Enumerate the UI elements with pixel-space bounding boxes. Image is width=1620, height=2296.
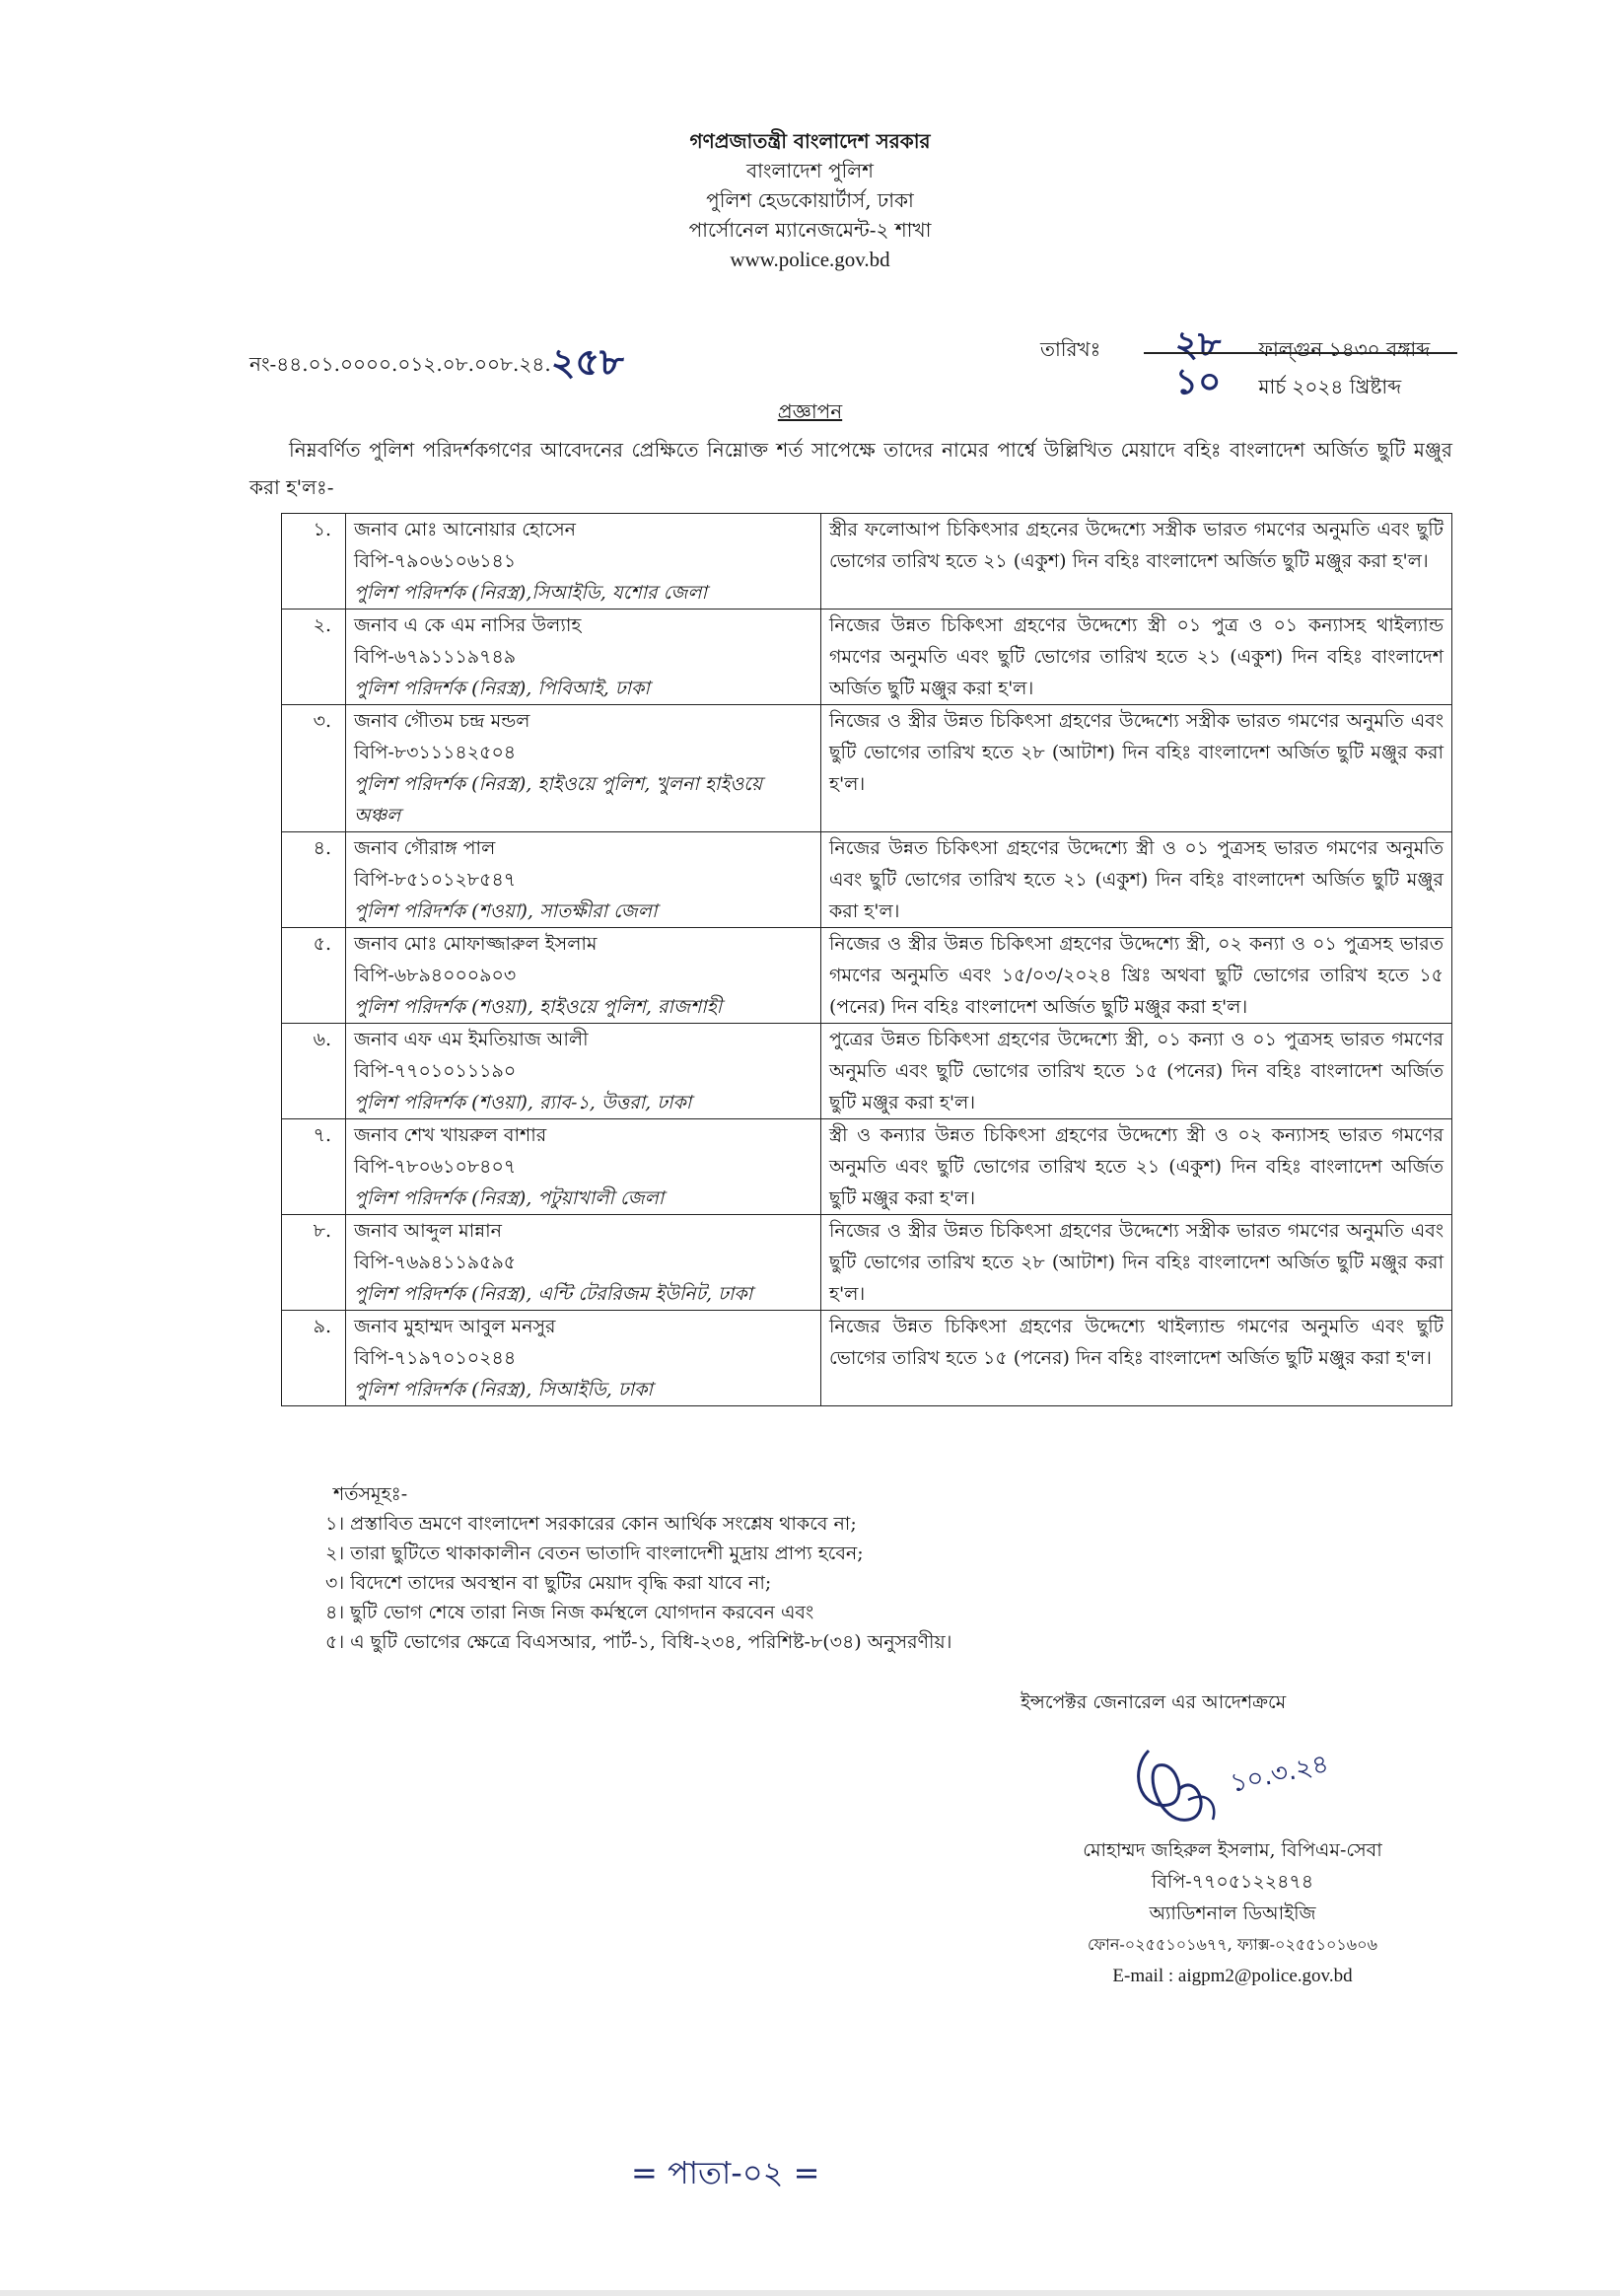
- officer-name: জনাব মুহাম্মদ আবুল মনসুর: [354, 1316, 556, 1337]
- leave-details: নিজের ও স্ত্রীর উন্নত চিকিৎসা গ্রহণের উদ্দেশ্যে সস্ত্রীক ভারত গমণের অনুমতি এবং ছুটি ভোগের তারিখ হতে ২৮ (আটাশ) দিন বহিঃ বাংলাদেশ অর্জিত ছুটি মঞ্জুর করা হ'ল।: [821, 1215, 1452, 1311]
- officer-bp: বিপি-৮৩১১১৪২৫০৪: [354, 742, 517, 763]
- leave-details: স্ত্রীর ফলোআপ চিকিৎসার গ্রহনের উদ্দেশ্যে সস্ত্রীক ভারত গমণের অনুমতি এবং ছুটি ভোগের তারিখ হতে ২১ (একুশ) দিন বহিঃ বাংলাদেশ অর্জিত ছুটি মঞ্জুর করা হ'ল।: [821, 514, 1452, 610]
- row-serial: ৩.: [282, 705, 346, 832]
- officer-cell: [346, 1024, 821, 1119]
- date-divider: [1144, 352, 1457, 354]
- header-police: বাংলাদেশ পুলিশ: [745, 159, 874, 182]
- order-line: ইন্সপেক্টর জেনারেল এর আদেশক্রমে: [1021, 1691, 1287, 1713]
- officer-bp: বিপি-৭৯০৬১০৬১৪১: [354, 550, 517, 572]
- conditions-heading: শর্তসমূহঃ-: [333, 1483, 408, 1505]
- leave-details: নিজের উন্নত চিকিৎসা গ্রহণের উদ্দেশ্যে স্ত্রী ০১ পুত্র ও ০১ কন্যাসহ থাইল্যান্ড গমণের অনুমতি এবং ছুটি ভোগের তারিখ হতে ২১ (একুশ) দিন বহিঃ বাংলাদেশ অর্জিত ছুটি মঞ্জুর করা হ'ল।: [821, 610, 1452, 705]
- officer-name: জনাব আব্দুল মান্নান: [354, 1220, 502, 1242]
- officer-bp: বিপি-৬৭৯১১১৯৭৪৯: [354, 646, 517, 668]
- conditions-section: [325, 1479, 951, 1657]
- leave-details: পুত্রের উন্নত চিকিৎসা গ্রহণের উদ্দেশ্যে স্ত্রী, ০১ কন্যা ও ০১ পুত্রসহ ভারত গমণের অনুমতি এবং ছুটি ভোগের তারিখ হতে ১৫ (পনের) দিন বহিঃ বাংলাদেশ অর্জিত ছুটি মঞ্জুর করা হ'ল।: [821, 1024, 1452, 1119]
- officer-bp: বিপি-৭৬৯৪১১৯৫৯৫: [354, 1252, 517, 1273]
- signatory-designation: অ্যাডিশনাল ডিআইজি: [1149, 1902, 1316, 1924]
- row-serial: ২.: [282, 610, 346, 705]
- officer-name: জনাব মোঃ মোফাজ্জারুল ইসলাম: [354, 933, 598, 955]
- officer-designation: পুলিশ পরিদর্শক (নিরস্ত্র), হাইওয়ে পুলিশ, খুলনা হাইওয়ে অঞ্চল: [354, 773, 763, 826]
- condition-item: ৩। বিদেশে তাদের অবস্থান বা ছুটির মেয়াদ বৃদ্ধি করা যাবে না;: [325, 1572, 772, 1594]
- officer-bp: বিপি-৬৮৯৪০০০৯০৩: [354, 965, 517, 986]
- signatory-bp: বিপি-৭৭০৫১২২৪৭৪: [1151, 1871, 1314, 1893]
- date-label: তারিখঃ: [1040, 337, 1101, 361]
- memo-number: [249, 333, 624, 396]
- officer-cell: [346, 1119, 821, 1215]
- officer-cell: [346, 1311, 821, 1406]
- scan-edge: [0, 2290, 1620, 2296]
- intro-paragraph: নিম্নবর্ণিত পুলিশ পরিদর্শকগণের আবেদনের প্রেক্ষিতে নিম্নোক্ত শর্ত সাপেক্ষে তাদের নামের পার্শ্বে উল্লিখিত মেয়াদে বহিঃ বাংলাদেশ অর্জিত ছুটি মঞ্জুর করা হ'লঃ-: [249, 438, 1452, 499]
- table-row: [282, 1024, 1452, 1119]
- table-row: [282, 832, 1452, 928]
- condition-item: ১। প্রস্তাবিত ভ্রমণে বাংলাদেশ সরকারের কোন আর্থিক সংশ্লেষ থাকবে না;: [325, 1513, 857, 1535]
- officer-designation: পুলিশ পরিদর্শক (নিরস্ত্র), পটুয়াখালী জেলা: [354, 1187, 665, 1209]
- officer-designation: পুলিশ পরিদর্শক (শওয়া), হাইওয়ে পুলিশ, রাজশাহী: [354, 996, 723, 1018]
- signature-date: ১০.৩.২৪: [1228, 1749, 1332, 1799]
- officer-designation: পুলিশ পরিদর্শক (শওয়া), সাতক্ষীরা জেলা: [354, 900, 658, 922]
- officer-bp: বিপি-৭৮০৬১০৮৪০৭: [354, 1156, 517, 1178]
- leave-details: নিজের ও স্ত্রীর উন্নত চিকিৎসা গ্রহণের উদ্দেশ্যে সস্ত্রীক ভারত গমণের অনুমতি এবং ছুটি ভোগের তারিখ হতে ২৮ (আটাশ) দিন বহিঃ বাংলাদেশ অর্জিত ছুটি মঞ্জুর করা হ'ল।: [821, 705, 1452, 832]
- condition-item: ২। তারা ছুটিতে থাকাকালীন বেতন ভাতাদি বাংলাদেশী মুদ্রায় প্রাপ্য হবেন;: [325, 1543, 864, 1564]
- memo-number-text: নং-৪৪.০১.০০০০.০১২.০৮.০০৮.২৪.: [249, 352, 551, 376]
- memo-handwritten-number: ২৫৮: [550, 340, 624, 384]
- document-title: প্রজ্ঞাপন: [777, 399, 843, 423]
- officer-bp: বিপি-৭৭০১০১১১৯০: [354, 1060, 517, 1082]
- officer-cell: [346, 610, 821, 705]
- leave-details: স্ত্রী ও কন্যার উন্নত চিকিৎসা গ্রহণের উদ্দেশ্যে স্ত্রী ও ০২ কন্যাসহ ভারত গমণের অনুমতি এবং ছুটি ভোগের তারিখ হতে ২১ (একুশ) দিন বহিঃ বাংলাদেশ অর্জিত ছুটি মঞ্জুর করা হ'ল।: [821, 1119, 1452, 1215]
- signatory-block: [986, 1834, 1479, 1992]
- officer-designation: পুলিশ পরিদর্শক (শওয়া), র‌্যাব-১, উত্তরা, ঢাকা: [354, 1092, 692, 1113]
- page-number-mark: = পাতা-০২ =: [631, 2154, 820, 2191]
- signatory-email: E-mail : aigpm2@police.gov.bd: [1112, 1966, 1353, 1986]
- officer-name: জনাব শেখ খায়রুল বাশার: [354, 1124, 547, 1146]
- header-branch: পার্সোনেল ম্যানেজমেন্ট-২ শাখা: [688, 218, 932, 242]
- officer-cell: [346, 705, 821, 832]
- header-hq: পুলিশ হেডকোয়ার্টার্স, ঢাকা: [706, 188, 914, 212]
- date-english-month-year: মার্চ ২০২৪ খ্রিষ্টাব্দ: [1258, 375, 1402, 398]
- officer-cell: [346, 928, 821, 1024]
- signatory-phone-fax: ফোন-০২৫৫১০১৬৭৭, ফ্যাক্স-০২৫৫১০১৬০৬: [1088, 1935, 1377, 1954]
- condition-item: ৫। এ ছুটি ভোগের ক্ষেত্রে বিএসআর, পার্ট-১, বিধি-২৩৪, পরিশিষ্ট-৮(৩৪) অনুসরণীয়।: [325, 1631, 952, 1653]
- leave-details: নিজের উন্নত চিকিৎসা গ্রহণের উদ্দেশ্যে স্ত্রী ও ০১ পুত্রসহ ভারত গমণের অনুমতি এবং ছুটি ভোগের তারিখ হতে ২১ (একুশ) দিন বহিঃ বাংলাদেশ অর্জিত ছুটি মঞ্জুর করা হ'ল।: [821, 832, 1452, 928]
- officer-bp: বিপি-৭১৯৭০১০২৪৪: [354, 1347, 517, 1369]
- condition-item: ৪। ছুটি ভোগ শেষে তারা নিজ নিজ কর্মস্থলে যোগদান করবেন এবং: [325, 1602, 814, 1623]
- table-row: [282, 928, 1452, 1024]
- row-serial: ৯.: [282, 1311, 346, 1406]
- leave-details: নিজের উন্নত চিকিৎসা গ্রহণের উদ্দেশ্যে থাইল্যান্ড গমণের অনুমতি এবং ছুটি ভোগের তারিখ হতে ১৫ (পনের) দিন বহিঃ বাংলাদেশ অর্জিত ছুটি মঞ্জুর করা হ'ল।: [821, 1311, 1452, 1406]
- officer-designation: পুলিশ পরিদর্শক (নিরস্ত্র), পিবিআই, ঢাকা: [354, 678, 650, 699]
- officer-designation: পুলিশ পরিদর্শক (নিরস্ত্র),সিআইডি, যশোর জেলা: [354, 582, 708, 604]
- officer-name: জনাব মোঃ আনোয়ার হোসেন: [354, 519, 576, 540]
- officer-name: জনাব গৌতম চন্দ্র মন্ডল: [354, 710, 530, 732]
- document-header: [0, 126, 1620, 274]
- officer-name: জনাব এফ এম ইমতিয়াজ আলী: [354, 1029, 589, 1050]
- officer-cell: [346, 832, 821, 928]
- table-row: [282, 1119, 1452, 1215]
- row-serial: ১.: [282, 514, 346, 610]
- row-serial: ৭.: [282, 1119, 346, 1215]
- row-serial: ৬.: [282, 1024, 346, 1119]
- date-bangla-month-year: ফাল্গুন ১৪৩০ বঙ্গাব্দ: [1258, 337, 1431, 361]
- row-serial: ৫.: [282, 928, 346, 1024]
- row-serial: ৪.: [282, 832, 346, 928]
- date-english-day: ১০: [1174, 362, 1222, 402]
- officer-bp: বিপি-৮৫১০১২৮৫৪৭: [354, 869, 517, 891]
- officer-name: জনাব এ কে এম নাসির উল্যাহ: [354, 614, 582, 636]
- officer-name: জনাব গৌরাঙ্গ পাল: [354, 837, 496, 859]
- table-row: [282, 610, 1452, 705]
- table-row: [282, 705, 1452, 832]
- leave-details: নিজের ও স্ত্রীর উন্নত চিকিৎসা গ্রহণের উদ্দেশ্যে স্ত্রী, ০২ কন্যা ও ০১ পুত্রসহ ভারত গমণের অনুমতি এবং ১৫/০৩/২০২৪ খ্রিঃ অথবা ছুটি ভোগের তারিখ হতে ১৫ (পনের) দিন বহিঃ বাংলাদেশ অর্জিত ছুটি মঞ্জুর করা হ'ল।: [821, 928, 1452, 1024]
- handwritten-signature: [1119, 1731, 1375, 1839]
- date-bangla-day: ২৮: [1174, 324, 1222, 365]
- row-serial: ৮.: [282, 1215, 346, 1311]
- officer-cell: [346, 1215, 821, 1311]
- header-government: গণপ্রজাতন্ত্রী বাংলাদেশ সরকার: [689, 129, 931, 153]
- officer-cell: [346, 514, 821, 610]
- table-row: [282, 1215, 1452, 1311]
- table-row: [282, 1311, 1452, 1406]
- leave-table: [281, 513, 1452, 1406]
- table-row: [282, 514, 1452, 610]
- signatory-name: মোহাম্মদ জহিরুল ইসলাম, বিপিএম-সেবা: [1083, 1839, 1382, 1861]
- officer-designation: পুলিশ পরিদর্শক (নিরস্ত্র), এন্টি টেররিজম ইউনিট, ঢাকা: [354, 1283, 753, 1305]
- header-website: www.police.gov.bd: [730, 248, 890, 271]
- officer-designation: পুলিশ পরিদর্শক (নিরস্ত্র), সিআইডি, ঢাকা: [354, 1379, 653, 1400]
